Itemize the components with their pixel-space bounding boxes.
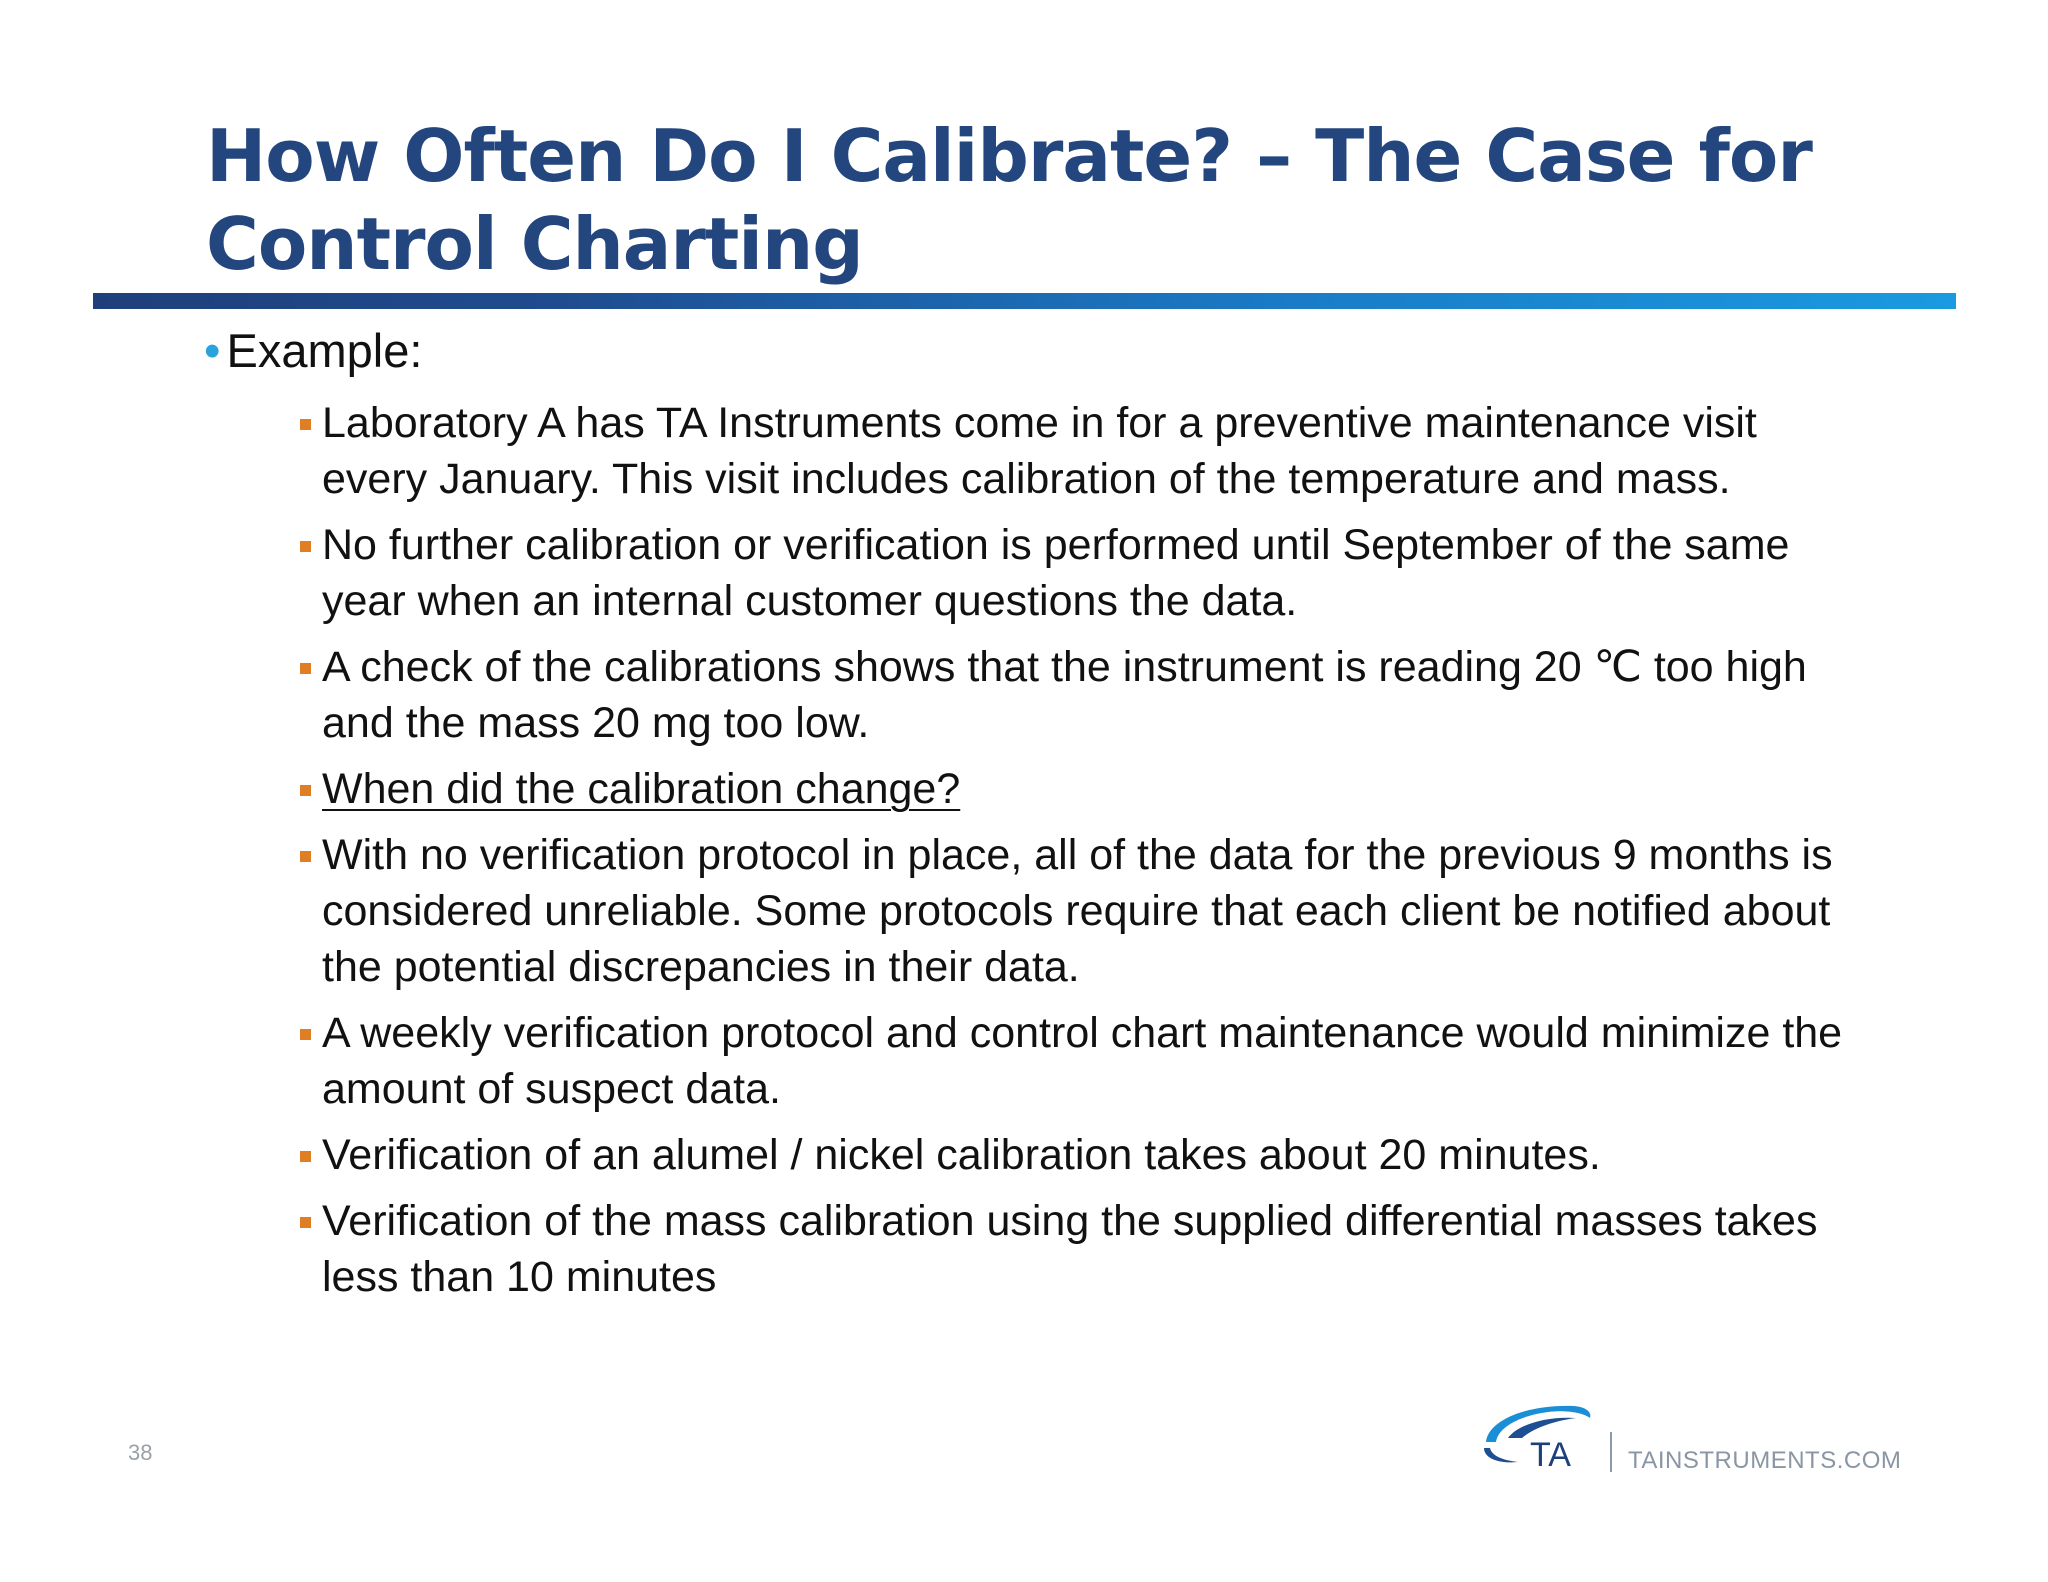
- bullet-text: A weekly verification protocol and control chart maintenance would minimize the amount of suspect data.: [322, 1009, 1843, 1113]
- square-bullet-icon: [300, 785, 311, 796]
- website-link[interactable]: TAINSTRUMENTS.COM: [1628, 1447, 1902, 1474]
- logo-text: TA: [1530, 1436, 1571, 1474]
- bullet-text: Verification of the mass calibration using the supplied differential masses takes less than 10 minutes: [322, 1197, 1818, 1301]
- level1-bullet-label: Example:: [226, 324, 423, 377]
- square-bullet-icon: [300, 663, 311, 674]
- slide-title-line-2: Control Charting: [206, 202, 863, 286]
- bullet-text: Laboratory A has TA Instruments come in for a preventive maintenance visit every January. This visit includes calibration of the temperature and mass.: [322, 399, 1757, 503]
- title-underline-bar: [93, 293, 1956, 309]
- list-item: [300, 1127, 1860, 1183]
- square-bullet-icon: [300, 1029, 311, 1040]
- list-item: [300, 1193, 1860, 1305]
- square-bullet-icon: [300, 541, 311, 552]
- level1-bullet-example: [204, 320, 422, 382]
- list-item: [300, 827, 1860, 995]
- footer-divider: [1610, 1432, 1612, 1472]
- square-bullet-icon: [300, 851, 311, 862]
- page-number: 38: [128, 1440, 153, 1465]
- square-bullet-icon: [300, 1151, 311, 1162]
- square-bullet-icon: [300, 419, 311, 430]
- bullet-list: [300, 395, 1860, 1315]
- list-item: [300, 517, 1860, 629]
- bullet-text: With no verification protocol in place, all of the data for the previous 9 months is considered unreliable. Some protocols require that each client be notified about the potential discrepancies in their data.: [322, 831, 1833, 991]
- bullet-text: No further calibration or verification is performed until September of the same year when an internal customer questions the data.: [322, 521, 1790, 625]
- list-item: [300, 1005, 1860, 1117]
- bullet-text-question: When did the calibration change?: [322, 765, 961, 813]
- round-bullet-icon: •: [204, 324, 221, 377]
- square-bullet-icon: [300, 1217, 311, 1228]
- ta-instruments-logo: [1478, 1398, 1600, 1476]
- list-item: [300, 761, 1860, 817]
- bullet-text: A check of the calibrations shows that the instrument is reading 20 ℃ too high and the mass 20 mg too low.: [322, 643, 1807, 747]
- slide-title-line-1: How Often Do I Calibrate? – The Case for: [206, 114, 1812, 198]
- list-item: [300, 395, 1860, 507]
- bullet-text: Verification of an alumel / nickel calibration takes about 20 minutes.: [322, 1131, 1601, 1179]
- slide-title: [206, 112, 1906, 288]
- list-item: [300, 639, 1860, 751]
